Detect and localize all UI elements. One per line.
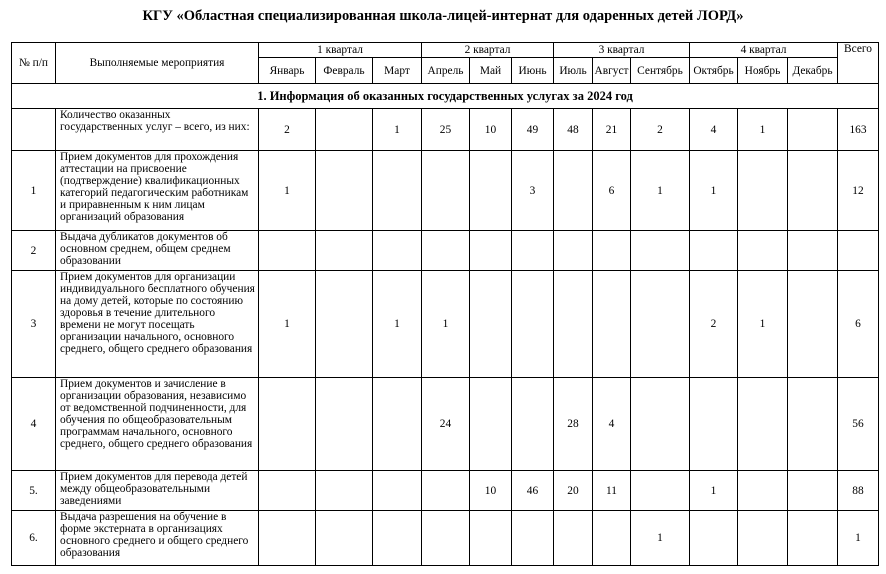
header-activity: Выполняемые мероприятия (56, 43, 259, 84)
row-month-value (512, 231, 554, 271)
header-month: Ноябрь (738, 58, 788, 84)
row-month-value: 20 (554, 471, 593, 511)
row-activity: Прием документов для организации индивидуального бесплатного обучения на дому детей, которые по состоянию здоровья в течение длительного времени не могут посещать организации начального, основного среднего, общего среднего образования (56, 271, 259, 378)
row-month-value (373, 231, 422, 271)
row-activity: Прием документов и зачисление в организации образования, независимо от ведомственной подчиненности, для обучения по общеобразовательным программам начального, основного среднего, общего среднего образования (56, 378, 259, 471)
row-month-value (738, 511, 788, 566)
row-month-value: 1 (631, 511, 690, 566)
document-title: КГУ «Областная специализированная школа-лицей-интернат для одаренных детей ЛОРД» (142, 8, 744, 24)
header-num: № п/п (12, 43, 56, 84)
row-month-value (690, 231, 738, 271)
row-month-value (788, 151, 838, 231)
row-month-value (593, 271, 631, 378)
header-month: Сентябрь (631, 58, 690, 84)
row-month-value (470, 231, 512, 271)
table-row (12, 378, 879, 471)
row-month-value (631, 471, 690, 511)
row-month-value: 1 (738, 109, 788, 151)
row-total: 88 (838, 471, 879, 511)
row-month-value (788, 271, 838, 378)
row-month-value (373, 151, 422, 231)
row-month-value: 3 (512, 151, 554, 231)
row-month-value (788, 231, 838, 271)
row-num: 3 (12, 271, 56, 378)
row-month-value: 2 (690, 271, 738, 378)
row-month-value (470, 378, 512, 471)
row-month-value: 4 (690, 109, 738, 151)
header-month: Апрель (422, 58, 470, 84)
row-num: 1 (12, 151, 56, 231)
row-month-value: 48 (554, 109, 593, 151)
row-month-value (690, 511, 738, 566)
table-row (12, 511, 879, 566)
row-month-value (422, 231, 470, 271)
row-num: 4 (12, 378, 56, 471)
row-activity: Выдача разрешения на обучение в форме экстерната в организациях основного среднего и общего среднего образования (56, 511, 259, 566)
row-month-value: 1 (690, 151, 738, 231)
row-month-value (259, 471, 316, 511)
header-month: Декабрь (788, 58, 838, 84)
row-month-value (738, 151, 788, 231)
row-month-value (738, 378, 788, 471)
row-month-value (470, 271, 512, 378)
row-month-value (690, 378, 738, 471)
row-month-value: 1 (738, 271, 788, 378)
row-activity: Прием документов для прохождения аттестации на присвоение (подтверждение) квалификационных категорий педагогическим работникам и приравненным к ним лицам организаций образования (56, 151, 259, 231)
row-month-value (316, 378, 373, 471)
row-month-value (554, 271, 593, 378)
row-month-value (373, 378, 422, 471)
row-month-value (631, 231, 690, 271)
row-total: 163 (838, 109, 879, 151)
table-row (12, 471, 879, 511)
row-month-value (422, 151, 470, 231)
header-month: Январь (259, 58, 316, 84)
row-month-value (593, 231, 631, 271)
row-month-value (788, 471, 838, 511)
row-total: 1 (838, 511, 879, 566)
row-month-value (554, 151, 593, 231)
row-month-value: 1 (422, 271, 470, 378)
header-month: Май (470, 58, 512, 84)
row-month-value (422, 471, 470, 511)
row-month-value (554, 231, 593, 271)
row-month-value: 11 (593, 471, 631, 511)
header-month: Август (593, 58, 631, 84)
row-month-value (788, 511, 838, 566)
row-month-value: 1 (631, 151, 690, 231)
row-month-value (512, 378, 554, 471)
header-quarter-3: 3 квартал (554, 43, 690, 58)
row-month-value: 2 (631, 109, 690, 151)
row-total: 6 (838, 271, 879, 378)
header-month: Июнь (512, 58, 554, 84)
row-month-value (593, 511, 631, 566)
row-activity: Количество оказанных государственных услуг – всего, из них: (56, 109, 259, 151)
row-month-value (788, 378, 838, 471)
row-total: 56 (838, 378, 879, 471)
row-total: 12 (838, 151, 879, 231)
row-month-value: 49 (512, 109, 554, 151)
header-quarter-2: 2 квартал (422, 43, 554, 58)
table-row (12, 109, 879, 151)
row-month-value (259, 511, 316, 566)
row-activity: Выдача дубликатов документов об основном среднем, общем среднем образовании (56, 231, 259, 271)
row-month-value (788, 109, 838, 151)
row-month-value: 10 (470, 109, 512, 151)
row-month-value (259, 378, 316, 471)
header-month: Июль (554, 58, 593, 84)
row-month-value (470, 151, 512, 231)
header-month: Февраль (316, 58, 373, 84)
row-month-value (316, 231, 373, 271)
row-month-value (316, 109, 373, 151)
row-month-value: 28 (554, 378, 593, 471)
row-num: 6. (12, 511, 56, 566)
row-month-value (512, 271, 554, 378)
row-month-value: 1 (259, 151, 316, 231)
header-month: Март (373, 58, 422, 84)
services-table (11, 42, 879, 566)
section-title: 1. Информация об оказанных государственных услугах за 2024 год (12, 84, 879, 109)
row-activity: Прием документов для перевода детей между общеобразовательными заведениями (56, 471, 259, 511)
row-month-value (373, 511, 422, 566)
row-month-value: 46 (512, 471, 554, 511)
row-month-value (316, 471, 373, 511)
row-month-value: 10 (470, 471, 512, 511)
row-month-value (422, 511, 470, 566)
row-month-value (259, 231, 316, 271)
row-month-value (316, 271, 373, 378)
row-month-value (470, 511, 512, 566)
row-month-value: 1 (690, 471, 738, 511)
row-month-value: 25 (422, 109, 470, 151)
row-month-value: 1 (373, 271, 422, 378)
row-month-value (738, 471, 788, 511)
row-month-value: 2 (259, 109, 316, 151)
row-month-value (316, 511, 373, 566)
row-month-value: 4 (593, 378, 631, 471)
row-month-value: 6 (593, 151, 631, 231)
table-row (12, 151, 879, 231)
header-row-quarters (12, 43, 879, 58)
row-month-value (631, 271, 690, 378)
header-total: Всего (838, 43, 879, 84)
row-month-value (738, 231, 788, 271)
section-row (12, 84, 879, 109)
row-month-value (512, 511, 554, 566)
row-month-value: 1 (373, 109, 422, 151)
row-month-value: 24 (422, 378, 470, 471)
row-month-value (373, 471, 422, 511)
header-quarter-1: 1 квартал (259, 43, 422, 58)
table-row (12, 231, 879, 271)
header-month: Октябрь (690, 58, 738, 84)
row-num (12, 109, 56, 151)
row-month-value: 1 (259, 271, 316, 378)
header-quarter-4: 4 квартал (690, 43, 838, 58)
row-month-value: 21 (593, 109, 631, 151)
row-total (838, 231, 879, 271)
row-num: 2 (12, 231, 56, 271)
row-month-value (554, 511, 593, 566)
table-row (12, 271, 879, 378)
row-month-value (631, 378, 690, 471)
row-month-value (316, 151, 373, 231)
row-num: 5. (12, 471, 56, 511)
